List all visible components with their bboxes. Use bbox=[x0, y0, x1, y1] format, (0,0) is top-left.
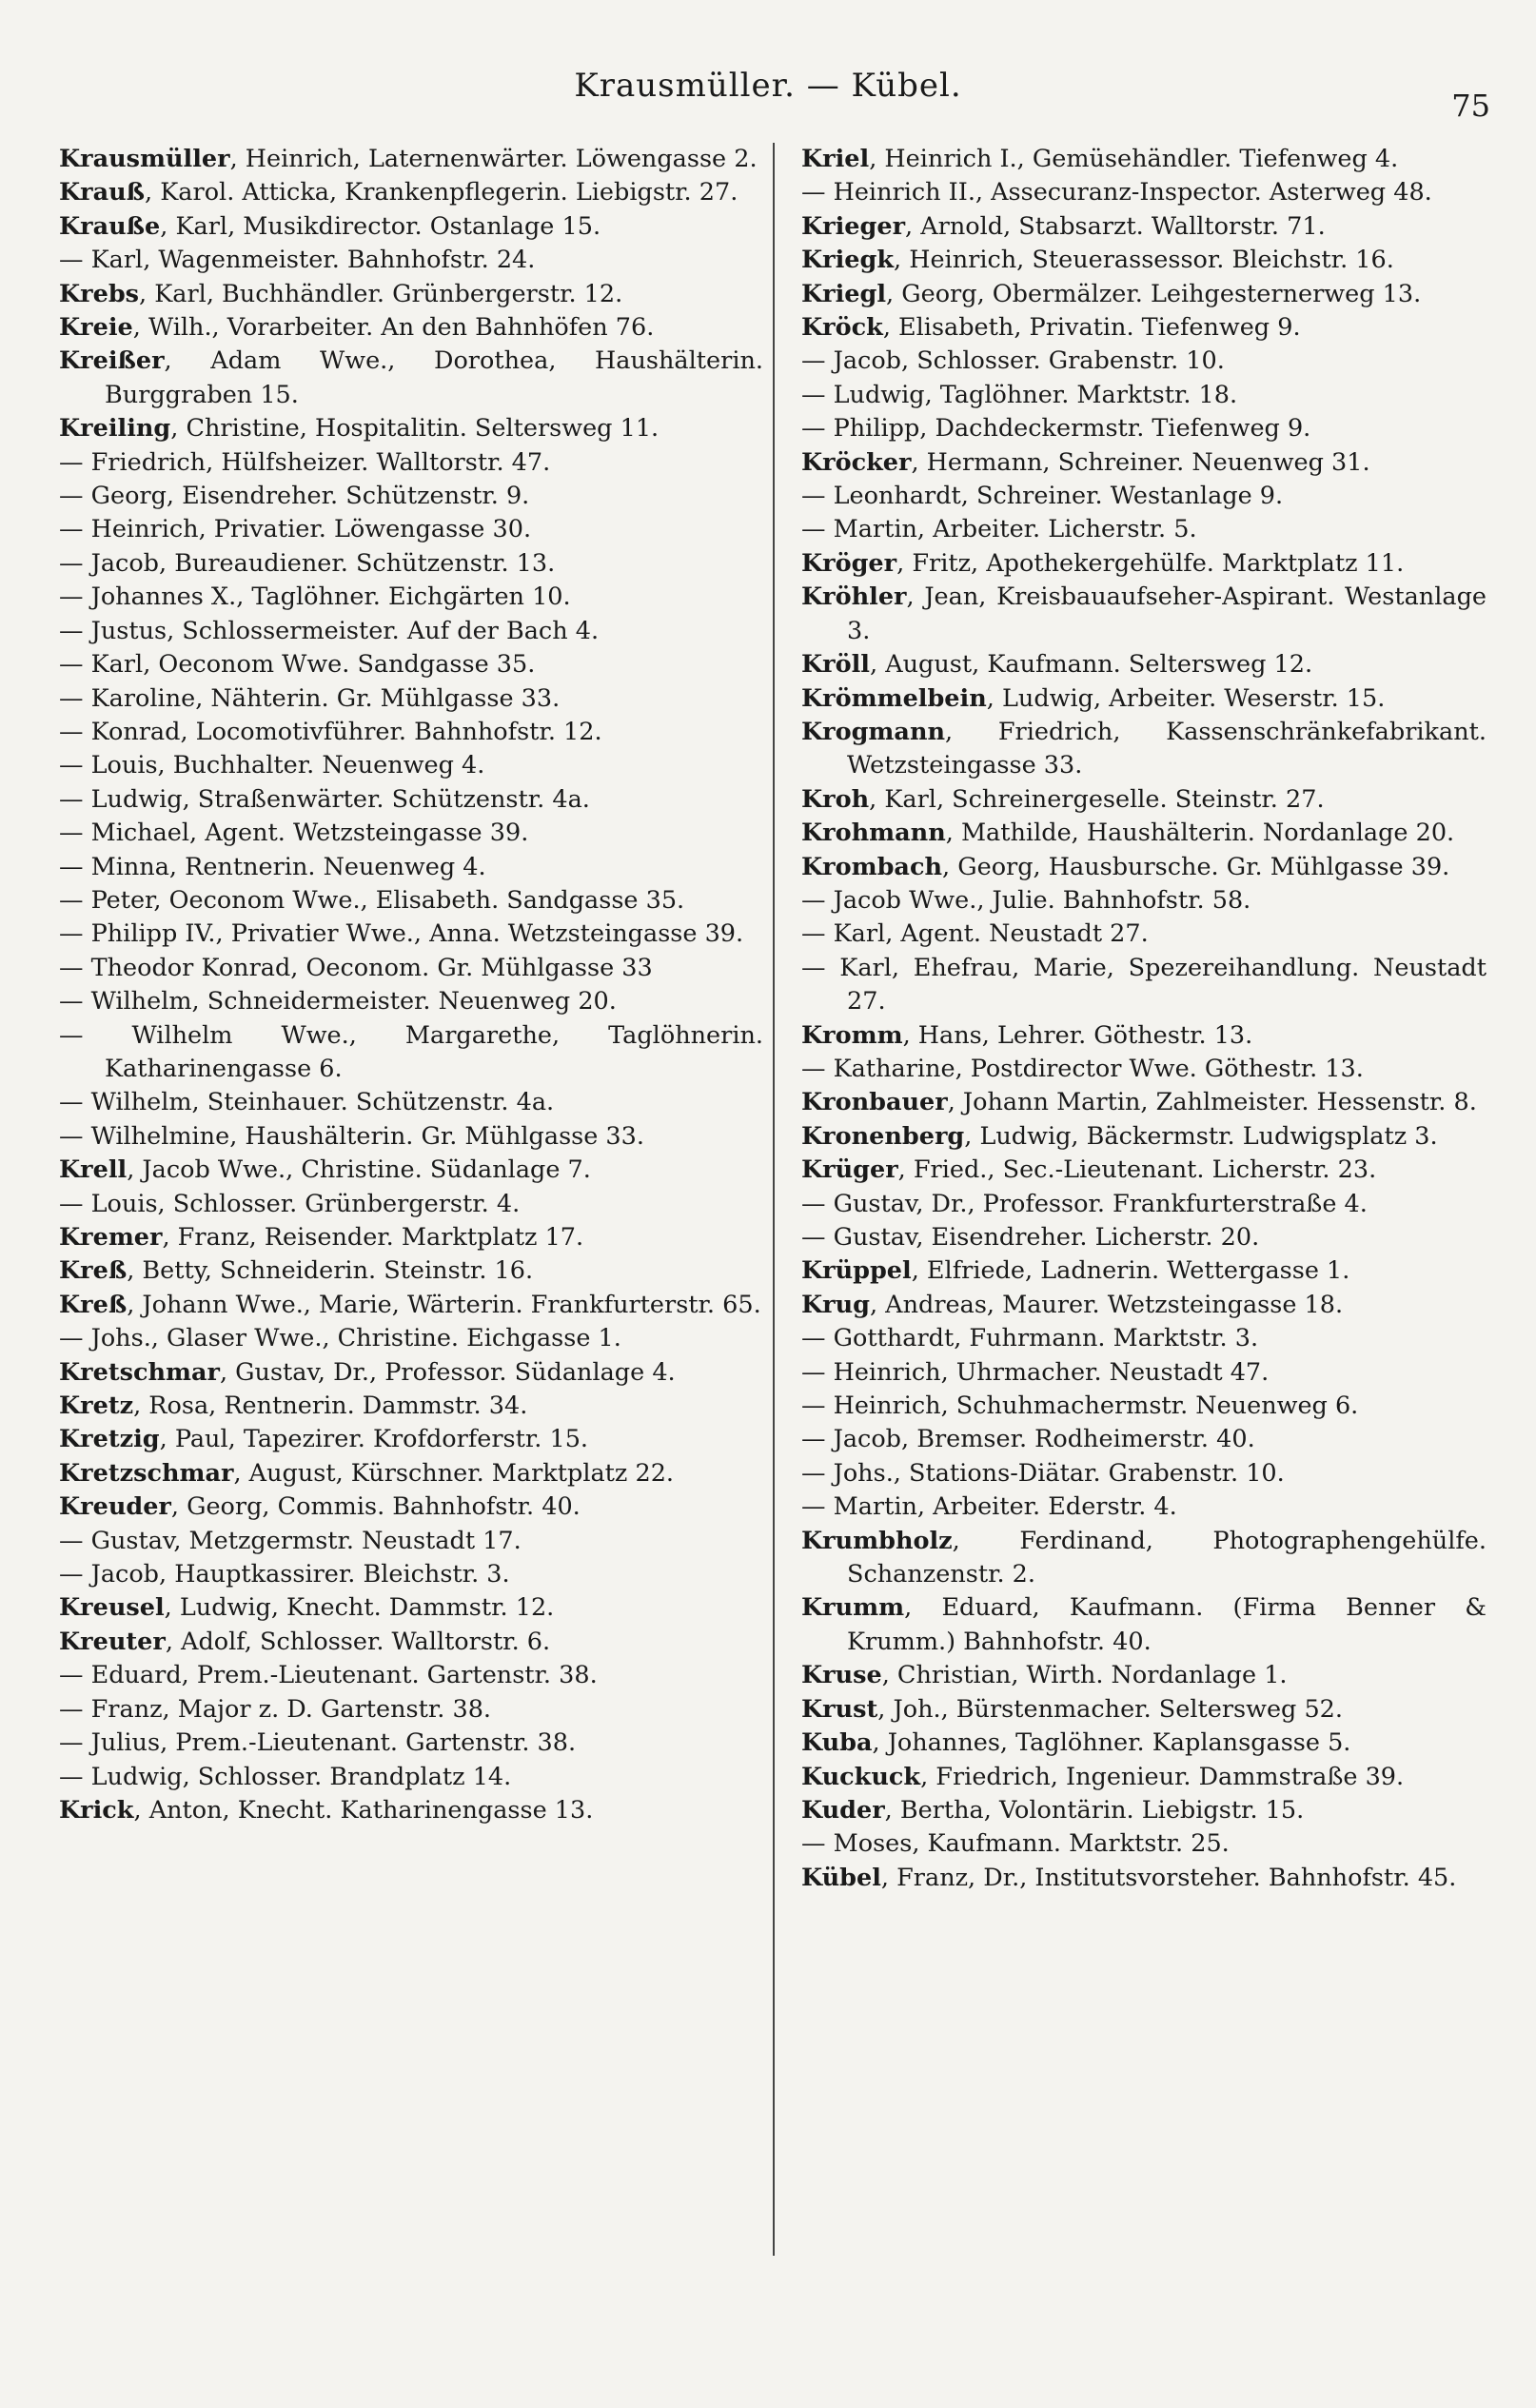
entry-details: , Johann Martin, Zahlmeister. Hessenstr. 8. bbox=[947, 1088, 1477, 1117]
entry-surname: Kreusel bbox=[59, 1593, 165, 1623]
directory-entry bbox=[801, 1289, 1487, 1322]
entry-surname: Kreiling bbox=[59, 414, 171, 444]
directory-entry bbox=[59, 1188, 763, 1221]
entry-details: — Ludwig, Taglöhner. Marktstr. 18. bbox=[801, 380, 1238, 409]
right-column bbox=[801, 143, 1487, 2389]
directory-entry bbox=[801, 851, 1487, 884]
entry-details: , Bertha, Volontärin. Liebigstr. 15. bbox=[884, 1795, 1305, 1825]
entry-details: , Arnold, Stabsarzt. Walltorstr. 71. bbox=[905, 211, 1326, 241]
entry-details: — Konrad, Locomotivführer. Bahnhofstr. 12. bbox=[59, 717, 602, 746]
entry-details: — Wilhelmine, Haushälterin. Gr. Mühlgasse 33. bbox=[59, 1121, 644, 1151]
directory-entry bbox=[59, 1289, 763, 1322]
directory-entry bbox=[801, 244, 1487, 277]
directory-entry bbox=[59, 210, 763, 244]
entry-details: , Fried., Sec.-Lieutenant. Licherstr. 23. bbox=[897, 1155, 1377, 1185]
directory-entry bbox=[59, 1727, 763, 1760]
directory-entry bbox=[59, 682, 763, 716]
directory-entry bbox=[801, 1120, 1487, 1154]
entry-details: — Wilhelm Wwe., Margarethe, Taglöhnerin. Katharinengasse 6. bbox=[59, 1020, 763, 1083]
entry-details: — Eduard, Prem.-Lieutenant. Gartenstr. 38. bbox=[59, 1661, 598, 1690]
column-divider bbox=[773, 143, 775, 2256]
entry-details: — Jacob, Hauptkassirer. Bleichstr. 3. bbox=[59, 1560, 510, 1589]
entry-details: — Justus, Schlossermeister. Auf der Bach 4. bbox=[59, 616, 600, 645]
entry-details: , Hans, Lehrer. Göthestr. 13. bbox=[902, 1020, 1253, 1050]
entry-details: — Gustav, Dr., Professor. Frankfurterstraße 4. bbox=[801, 1189, 1368, 1218]
entry-details: — Leonhardt, Schreiner. Westanlage 9. bbox=[801, 482, 1284, 511]
entry-details: — Julius, Prem.-Lieutenant. Gartenstr. 38. bbox=[59, 1728, 577, 1758]
entry-details: — Karl, Agent. Neustadt 27. bbox=[801, 919, 1149, 949]
directory-entry bbox=[59, 985, 763, 1018]
directory-entry bbox=[59, 581, 763, 614]
entry-details: , Joh., Bürstenmacher. Seltersweg 52. bbox=[877, 1694, 1344, 1724]
directory-entry bbox=[59, 1693, 763, 1727]
directory-entry bbox=[59, 1457, 763, 1490]
directory-entry bbox=[59, 1794, 763, 1827]
entry-details: — Johannes X., Taglöhner. Eichgärten 10. bbox=[59, 582, 571, 612]
entry-details: , Elfriede, Ladnerin. Wettergasse 1. bbox=[911, 1256, 1350, 1286]
entry-details: — Ludwig, Schlosser. Brandplatz 14. bbox=[59, 1762, 512, 1791]
entry-details: — Jacob, Schlosser. Grabenstr. 10. bbox=[801, 346, 1225, 376]
entry-details: — Jacob, Bremser. Rodheimerstr. 40. bbox=[801, 1425, 1255, 1454]
running-head: Krausmüller. — Kübel. bbox=[574, 67, 962, 105]
directory-entry bbox=[801, 1794, 1487, 1827]
entry-details: — Friedrich, Hülfsheizer. Walltorstr. 47. bbox=[59, 447, 551, 477]
entry-details: , Karl, Musikdirector. Ostanlage 15. bbox=[160, 211, 601, 241]
directory-entry bbox=[801, 345, 1487, 378]
entry-details: , Rosa, Rentnerin. Dammstr. 34. bbox=[133, 1392, 528, 1421]
directory-entry bbox=[801, 884, 1487, 918]
directory-entry bbox=[801, 1727, 1487, 1760]
directory-entry bbox=[801, 1591, 1487, 1659]
entry-details: , August, Kaufmann. Seltersweg 12. bbox=[869, 650, 1313, 680]
entry-details: — Franz, Major z. D. Gartenstr. 38. bbox=[59, 1694, 492, 1724]
directory-entry bbox=[59, 1086, 763, 1119]
directory-entry bbox=[801, 143, 1487, 176]
directory-entry bbox=[59, 1120, 763, 1154]
entry-details: , Anton, Knecht. Katharinengasse 13. bbox=[133, 1795, 594, 1825]
directory-entry bbox=[59, 1626, 763, 1659]
entry-details: — Louis, Schlosser. Grünbergerstr. 4. bbox=[59, 1189, 521, 1218]
entry-details: , Paul, Tapezirer. Krofdorferstr. 15. bbox=[159, 1425, 589, 1454]
directory-entry bbox=[801, 581, 1487, 648]
entry-surname: Kremer bbox=[59, 1223, 163, 1252]
directory-entry bbox=[59, 446, 763, 480]
entry-details: — Philipp, Dachdeckermstr. Tiefenweg 9. bbox=[801, 414, 1311, 444]
entry-surname: Krombach bbox=[801, 852, 943, 881]
entry-details: — Theodor Konrad, Oeconom. Gr. Mühlgasse 33 bbox=[59, 953, 653, 982]
entry-details: — Jacob Wwe., Julie. Bahnhofstr. 58. bbox=[801, 885, 1251, 915]
entry-surname: Krauße bbox=[59, 211, 161, 241]
entry-surname: Kuba bbox=[801, 1728, 873, 1758]
directory-entry bbox=[801, 480, 1487, 513]
entry-details: — Martin, Arbeiter. Licherstr. 5. bbox=[801, 515, 1197, 544]
directory-entry bbox=[801, 412, 1487, 445]
entry-surname: Kretzig bbox=[59, 1425, 160, 1454]
directory-entry bbox=[59, 817, 763, 850]
directory-entry bbox=[801, 278, 1487, 311]
directory-entry bbox=[59, 851, 763, 884]
directory-entry bbox=[59, 884, 763, 918]
entry-details: , Eduard, Kaufmann. (Firma Benner & Krumm.) Bahnhofstr. 40. bbox=[847, 1593, 1487, 1656]
directory-entry bbox=[59, 244, 763, 277]
directory-entry bbox=[801, 1423, 1487, 1456]
entry-details: , Hermann, Schreiner. Neuenweg 31. bbox=[911, 447, 1370, 477]
entry-surname: Kröger bbox=[801, 548, 897, 578]
entry-surname: Kriel bbox=[801, 145, 870, 173]
entry-surname: Kreuder bbox=[59, 1492, 171, 1522]
directory-entry bbox=[59, 1322, 763, 1355]
directory-entry bbox=[59, 615, 763, 648]
directory-entry bbox=[801, 918, 1487, 951]
entry-details: — Philipp IV., Privatier Wwe., Anna. Wetzsteingasse 39. bbox=[59, 919, 744, 949]
directory-entry bbox=[59, 918, 763, 951]
entry-details: — Gustav, Metzgermstr. Neustadt 17. bbox=[59, 1526, 522, 1555]
entry-details: — Heinrich, Privatier. Löwengasse 30. bbox=[59, 515, 532, 544]
entry-details: , Georg, Obermälzer. Leihgesternerweg 13. bbox=[886, 279, 1422, 308]
directory-entry bbox=[59, 1154, 763, 1187]
directory-entry bbox=[59, 143, 763, 176]
directory-entry bbox=[801, 176, 1487, 209]
directory-entry bbox=[59, 1490, 763, 1524]
entry-details: — Gustav, Eisendreher. Licherstr. 20. bbox=[801, 1223, 1260, 1252]
entry-details: , Franz, Dr., Institutsvorsteher. Bahnhofstr. 45. bbox=[880, 1863, 1457, 1892]
entry-details: , Ludwig, Knecht. Dammstr. 12. bbox=[164, 1593, 555, 1623]
entry-details: , August, Kürschner. Marktplatz 22. bbox=[233, 1458, 675, 1488]
entry-details: — Minna, Rentnerin. Neuenweg 4. bbox=[59, 852, 486, 881]
directory-entry bbox=[801, 716, 1487, 783]
entry-surname: Krust bbox=[801, 1694, 878, 1724]
directory-entry bbox=[801, 1693, 1487, 1727]
directory-entry bbox=[801, 1390, 1487, 1423]
directory-entry bbox=[801, 379, 1487, 412]
entry-details: , Gustav, Dr., Professor. Südanlage 4. bbox=[219, 1357, 676, 1387]
entry-surname: Krogmann bbox=[801, 717, 946, 746]
entry-details: , Karl, Buchhändler. Grünbergerstr. 12. bbox=[139, 279, 623, 308]
directory-entry bbox=[59, 547, 763, 581]
entry-details: — Heinrich II., Assecuranz-Inspector. Asterweg 48. bbox=[801, 178, 1432, 207]
entry-surname: Kronenberg bbox=[801, 1121, 965, 1151]
entry-details: , Heinrich I., Gemüsehändler. Tiefenweg 4. bbox=[869, 145, 1399, 173]
entry-surname: Kreie bbox=[59, 313, 133, 343]
directory-entry bbox=[801, 210, 1487, 244]
directory-entry bbox=[801, 1490, 1487, 1524]
entry-surname: Kröhler bbox=[801, 582, 907, 612]
left-column bbox=[59, 143, 763, 2389]
directory-entry bbox=[59, 952, 763, 985]
directory-entry bbox=[801, 1827, 1487, 1861]
directory-entry bbox=[801, 1862, 1487, 1895]
directory-entry bbox=[801, 682, 1487, 716]
entry-surname: Krick bbox=[59, 1795, 134, 1825]
directory-entry bbox=[59, 345, 763, 412]
directory-entry bbox=[59, 783, 763, 817]
entry-details: , Adam Wwe., Dorothea, Haushälterin. Burggraben 15. bbox=[105, 346, 763, 409]
directory-entry bbox=[59, 480, 763, 513]
directory-entry bbox=[801, 952, 1487, 1019]
directory-entry bbox=[801, 648, 1487, 681]
entry-details: , Heinrich, Steuerassessor. Bleichstr. 16. bbox=[894, 246, 1394, 275]
entry-details: , Ferdinand, Photographengehülfe. Schanzenstr. 2. bbox=[847, 1526, 1487, 1589]
entry-details: , Georg, Commis. Bahnhofstr. 40. bbox=[170, 1492, 581, 1522]
entry-surname: Kreißer bbox=[59, 346, 165, 376]
directory-entry bbox=[801, 1053, 1487, 1086]
directory-entry bbox=[801, 1761, 1487, 1794]
entry-details: , Elisabeth, Privatin. Tiefenweg 9. bbox=[882, 313, 1301, 343]
entry-details: — Karl, Wagenmeister. Bahnhofstr. 24. bbox=[59, 246, 536, 275]
directory-entry bbox=[59, 278, 763, 311]
directory-entry bbox=[59, 1254, 763, 1288]
entry-surname: Kretschmar bbox=[59, 1357, 220, 1387]
directory-entry bbox=[801, 311, 1487, 345]
entry-details: — Louis, Buchhalter. Neuenweg 4. bbox=[59, 751, 485, 780]
directory-entry bbox=[59, 176, 763, 209]
entry-details: , Karol. Atticka, Krankenpflegerin. Liebigstr. 27. bbox=[145, 178, 738, 207]
entry-details: , Heinrich, Laternenwärter. Löwengasse 2. bbox=[229, 145, 758, 173]
directory-entry bbox=[59, 1525, 763, 1558]
directory-entry bbox=[801, 547, 1487, 581]
entry-surname: Kröck bbox=[801, 313, 883, 343]
directory-entry bbox=[801, 1188, 1487, 1221]
directory-entry bbox=[801, 1254, 1487, 1288]
entry-surname: Kretz bbox=[59, 1392, 134, 1421]
directory-entry bbox=[59, 1019, 763, 1087]
entry-details: — Gotthardt, Fuhrmann. Marktstr. 3. bbox=[801, 1324, 1259, 1353]
entry-details: , Ludwig, Bäckermstr. Ludwigsplatz 3. bbox=[964, 1121, 1438, 1151]
entry-surname: Krömmelbein bbox=[801, 683, 987, 713]
entry-surname: Kröcker bbox=[801, 447, 912, 477]
entry-surname: Krug bbox=[801, 1290, 870, 1319]
entry-details: , Georg, Hausbursche. Gr. Mühlgasse 39. bbox=[942, 852, 1450, 881]
entry-surname: Kreß bbox=[59, 1256, 128, 1286]
directory-entry bbox=[59, 1221, 763, 1254]
directory-entry bbox=[801, 446, 1487, 480]
entry-details: — Wilhelm, Steinhauer. Schützenstr. 4a. bbox=[59, 1088, 555, 1117]
entry-details: , Fritz, Apothekergehülfe. Marktplatz 11. bbox=[896, 548, 1405, 578]
directory-entry bbox=[59, 412, 763, 445]
directory-entry bbox=[801, 1525, 1487, 1592]
directory-entry bbox=[801, 513, 1487, 546]
directory-entry bbox=[801, 1457, 1487, 1490]
entry-details: , Johannes, Taglöhner. Kaplansgasse 5. bbox=[872, 1728, 1351, 1758]
entry-details: — Johs., Stations-Diätar. Grabenstr. 10. bbox=[801, 1458, 1285, 1488]
entry-surname: Kriegl bbox=[801, 279, 887, 308]
entry-details: — Michael, Agent. Wetzsteingasse 39. bbox=[59, 819, 529, 848]
entry-details: , Christian, Wirth. Nordanlage 1. bbox=[881, 1661, 1288, 1690]
entry-details: , Franz, Reisender. Marktplatz 17. bbox=[162, 1223, 584, 1252]
entry-surname: Kromm bbox=[801, 1020, 903, 1050]
entry-details: , Andreas, Maurer. Wetzsteingasse 18. bbox=[869, 1290, 1344, 1319]
directory-entry bbox=[59, 311, 763, 345]
directory-entry bbox=[59, 716, 763, 749]
directory-entry bbox=[59, 1390, 763, 1423]
directory-entry bbox=[59, 513, 763, 546]
entry-details: , Adolf, Schlosser. Walltorstr. 6. bbox=[165, 1627, 551, 1656]
entry-details: — Karl, Oeconom Wwe. Sandgasse 35. bbox=[59, 650, 536, 680]
directory-entry bbox=[59, 1591, 763, 1625]
entry-details: , Jean, Kreisbauaufseher-Aspirant. Westanlage 3. bbox=[847, 582, 1487, 645]
entry-details: , Christine, Hospitalitin. Seltersweg 11. bbox=[170, 414, 660, 444]
directory-entry bbox=[59, 1558, 763, 1591]
entry-surname: Kreß bbox=[59, 1290, 128, 1319]
entry-details: , Betty, Schneiderin. Steinstr. 16. bbox=[127, 1256, 534, 1286]
directory-entry bbox=[59, 749, 763, 782]
entry-surname: Krebs bbox=[59, 279, 140, 308]
directory-entry bbox=[801, 1659, 1487, 1692]
entry-surname: Kruse bbox=[801, 1661, 882, 1690]
directory-entry bbox=[801, 1019, 1487, 1053]
directory-entry bbox=[801, 1356, 1487, 1390]
entry-surname: Kuder bbox=[801, 1795, 885, 1825]
entry-surname: Krumm bbox=[801, 1593, 905, 1623]
directory-entry bbox=[801, 783, 1487, 817]
entry-surname: Krell bbox=[59, 1155, 128, 1185]
entry-surname: Krumbholz bbox=[801, 1526, 953, 1555]
directory-entry bbox=[801, 1221, 1487, 1254]
entry-details: — Peter, Oeconom Wwe., Elisabeth. Sandgasse 35. bbox=[59, 885, 685, 915]
directory-entry bbox=[59, 1423, 763, 1456]
directory-entry bbox=[801, 817, 1487, 850]
entry-surname: Krieger bbox=[801, 211, 905, 241]
page-number: 75 bbox=[1451, 88, 1490, 124]
entry-details: — Georg, Eisendreher. Schützenstr. 9. bbox=[59, 482, 530, 511]
entry-surname: Kroh bbox=[801, 784, 870, 814]
entry-details: — Karoline, Nähterin. Gr. Mühlgasse 33. bbox=[59, 683, 561, 713]
entry-details: — Katharine, Postdirector Wwe. Göthestr. 13. bbox=[801, 1054, 1364, 1083]
entry-surname: Kretzschmar bbox=[59, 1458, 234, 1488]
entry-details: , Jacob Wwe., Christine. Südanlage 7. bbox=[127, 1155, 591, 1185]
entry-details: — Heinrich, Schuhmachermstr. Neuenweg 6. bbox=[801, 1392, 1359, 1421]
entry-details: , Friedrich, Ingenieur. Dammstraße 39. bbox=[920, 1762, 1405, 1791]
entry-surname: Kübel bbox=[801, 1863, 881, 1892]
entry-details: , Johann Wwe., Marie, Wärterin. Frankfurterstr. 65. bbox=[127, 1290, 761, 1319]
entry-details: — Martin, Arbeiter. Ederstr. 4. bbox=[801, 1492, 1177, 1522]
entry-details: , Friedrich, Kassenschränkefabrikant. Wetzsteingasse 33. bbox=[847, 717, 1487, 780]
entry-surname: Krauß bbox=[59, 178, 146, 207]
directory-entry bbox=[59, 1659, 763, 1692]
entry-details: , Mathilde, Haushälterin. Nordanlage 20. bbox=[945, 819, 1455, 848]
entry-surname: Kronbauer bbox=[801, 1088, 948, 1117]
entry-details: — Jacob, Bureaudiener. Schützenstr. 13. bbox=[59, 548, 556, 578]
entry-details: , Ludwig, Arbeiter. Weserstr. 15. bbox=[986, 683, 1386, 713]
entry-details: , Wilh., Vorarbeiter. An den Bahnhöfen 76. bbox=[132, 313, 655, 343]
directory-entry bbox=[59, 1356, 763, 1390]
entry-surname: Krüppel bbox=[801, 1256, 912, 1286]
directory-entry bbox=[801, 1086, 1487, 1119]
entry-details: — Wilhelm, Schneidermeister. Neuenweg 20. bbox=[59, 987, 617, 1016]
entry-surname: Krohmann bbox=[801, 819, 946, 848]
entry-surname: Kuckuck bbox=[801, 1762, 921, 1791]
directory-entry bbox=[59, 1761, 763, 1794]
page-header bbox=[0, 67, 1536, 124]
entry-surname: Kreuter bbox=[59, 1627, 166, 1656]
entry-details: — Ludwig, Straßenwärter. Schützenstr. 4a. bbox=[59, 784, 590, 814]
directory-entry bbox=[801, 1322, 1487, 1355]
entry-details: , Karl, Schreinergeselle. Steinstr. 27. bbox=[869, 784, 1325, 814]
entry-details: — Heinrich, Uhrmacher. Neustadt 47. bbox=[801, 1357, 1270, 1387]
entry-surname: Krausmüller bbox=[59, 145, 230, 173]
directory-entry bbox=[59, 648, 763, 681]
entry-surname: Krüger bbox=[801, 1155, 898, 1185]
entry-details: — Karl, Ehefrau, Marie, Spezereihandlung. Neustadt 27. bbox=[801, 953, 1487, 1016]
directory-entry bbox=[801, 1154, 1487, 1187]
entry-details: — Johs., Glaser Wwe., Christine. Eichgasse 1. bbox=[59, 1324, 621, 1353]
entry-surname: Kriegk bbox=[801, 246, 895, 275]
entry-surname: Kröll bbox=[801, 650, 870, 680]
entry-details: — Moses, Kaufmann. Marktstr. 25. bbox=[801, 1829, 1230, 1859]
